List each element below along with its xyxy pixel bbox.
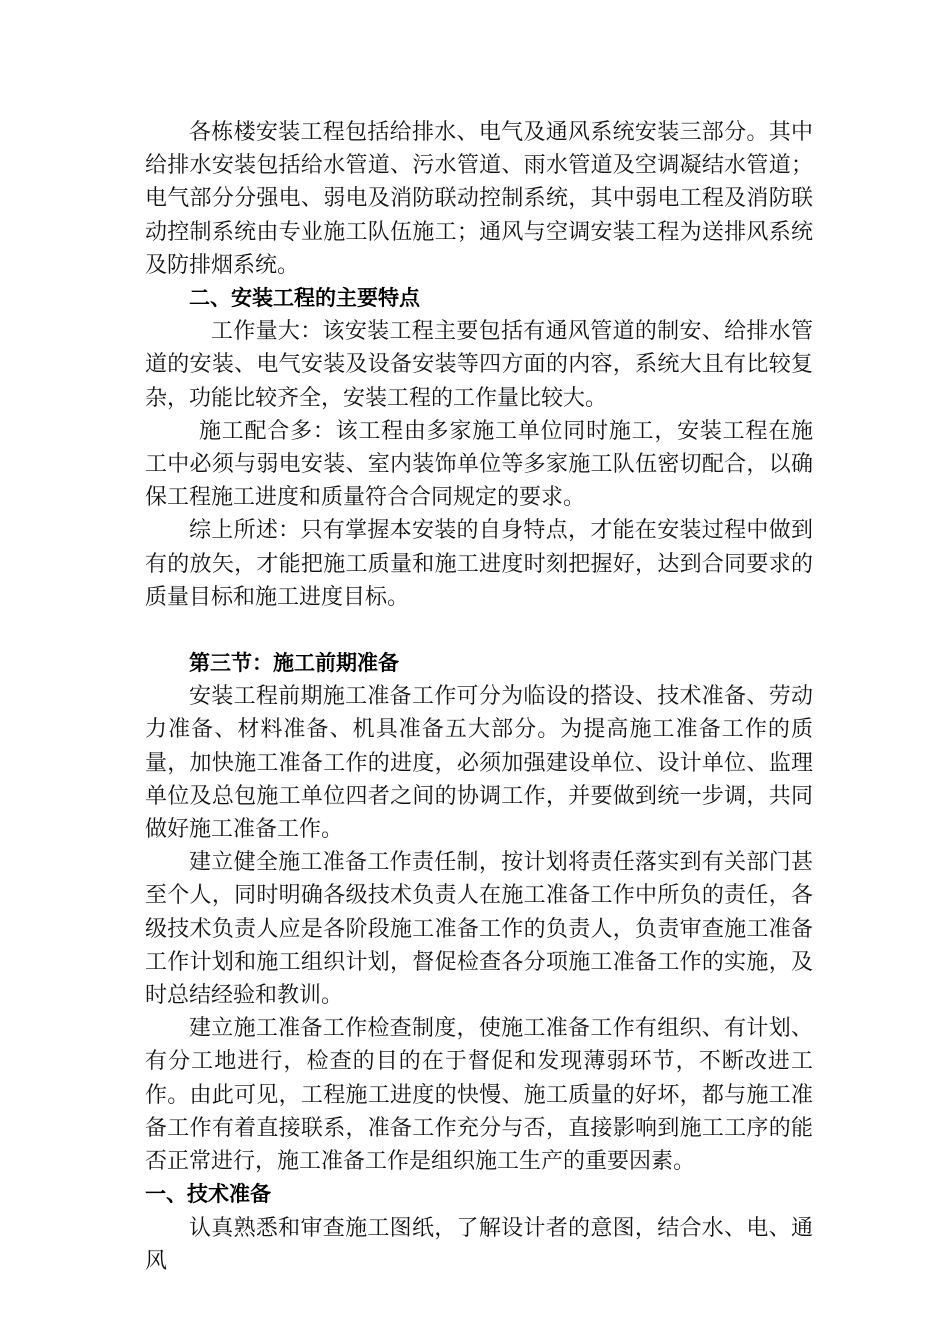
paragraph-responsibility-system: 建立健全施工准备工作责任制，按计划将责任落实到有关部门甚至个人，同时明确各级技术负责人在施工准备工作中所负的责任，各级技术负责人应是各阶段施工准备工作的负责人，负责审查施工准备工作计划和施工组织计划，督促检查各分项施工准备工作的实施，及时总结经验和教训。	[145, 850, 813, 1009]
paragraph-drawing-review: 认真熟悉和审查施工图纸，了解设计者的意图，结合水、电、通风	[145, 1215, 813, 1274]
heading-technical-preparation: 一、技术准备	[145, 1182, 271, 1207]
paragraph-installation-scope: 各栋楼安装工程包括给排水、电气及通风系统安装三部分。其中给排水安装包括给水管道、污水管道、雨水管道及空调凝结水管道；电气部分分强电、弱电及消防联动控制系统，其中弱电工程及消防联动控制系统由专业施工队伍施工；通风与空调安装工程为送排风系统及防排烟系统。	[145, 120, 813, 278]
heading-section-three: 第三节：施工前期准备	[189, 651, 399, 676]
heading-installation-features: 二、安装工程的主要特点	[189, 286, 420, 311]
paragraph-preparation-overview: 安装工程前期施工准备工作可分为临设的搭设、技术准备、劳动力准备、材料准备、机具准备五大部分。为提高施工准备工作的质量，加快施工准备工作的进度，必须加强建设单位、设计单位、监理单位及总包施工单位四者之间的协调工作，并要做到统一步调，共同做好施工准备工作。	[145, 684, 813, 843]
paragraph-inspection-system: 建立施工准备工作检查制度，使施工准备工作有组织、有计划、有分工地进行，检查的目的在于督促和发现薄弱环节，不断改进工作。由此可见，工程施工进度的快慢、施工质量的好坏，都与施工准备工作有着直接联系，准备工作充分与否，直接影响到施工工序的能否正常进行，施工准备工作是组织施工生产的重要因素。	[145, 1016, 813, 1175]
section-gap	[145, 614, 813, 647]
document-body	[145, 116, 813, 1278]
paragraph-coordination: 施工配合多：该工程由多家施工单位同时施工，安装工程在施工中必须与弱电安装、室内装饰单位等多家施工队伍密切配合，以确保工程施工进度和质量符合合同规定的要求。	[145, 418, 813, 511]
paragraph-workload: 工作量大：该安装工程主要包括有通风管道的制安、给排水管道的安装、电气安装及设备安装等四方面的内容，系统大且有比较复杂，功能比较齐全，安装工程的工作量比较大。	[145, 319, 813, 411]
paragraph-summary: 综上所述：只有掌握本安装的自身特点，才能在安装过程中做到有的放矢，才能把施工质量和施工进度时刻把握好，达到合同要求的质量目标和施工进度目标。	[145, 518, 813, 610]
